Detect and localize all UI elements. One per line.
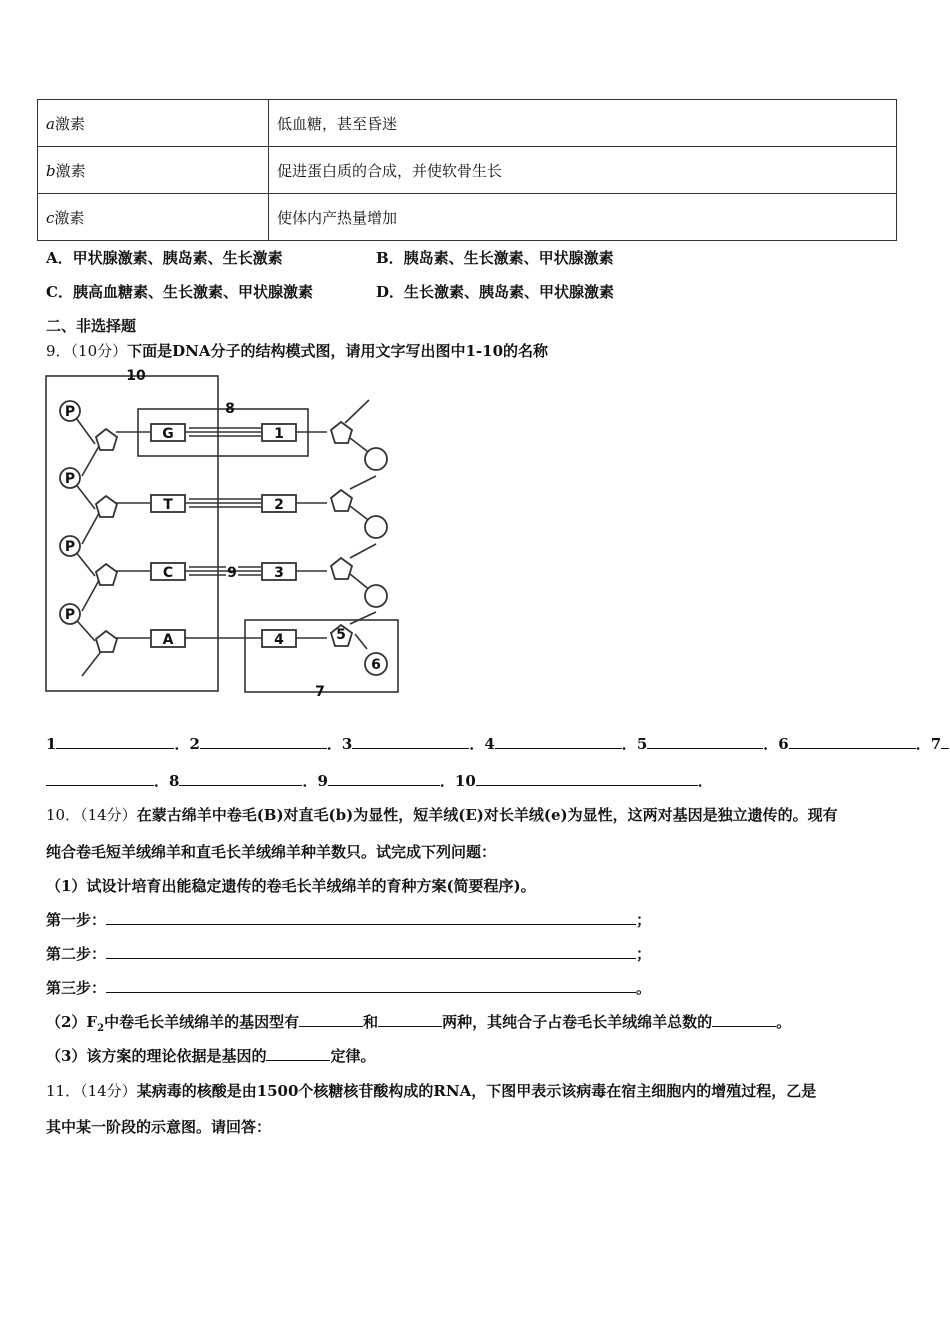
phosphate-label: P: [64, 607, 76, 623]
answer-blank[interactable]: [299, 1012, 363, 1027]
answer-blank[interactable]: [106, 910, 636, 925]
hormone-effect-cell: 低血糖，甚至昏迷: [269, 100, 897, 147]
question-11-stem-1: 11．（14分）某病毒的核酸是由1500个核糖核苷酸构成的RNA，下图甲表示该病毒在宿主细胞内的增殖过程，乙是: [46, 1082, 817, 1100]
hormone-name-cell: b激素: [38, 147, 269, 194]
answer-blank[interactable]: [106, 944, 636, 959]
base-right: 1: [274, 426, 284, 442]
answer-blank[interactable]: [106, 978, 636, 993]
answer-blank[interactable]: [941, 734, 949, 749]
base-left: T: [163, 497, 173, 513]
base-right: 4: [274, 632, 284, 648]
hormone-table: [37, 99, 897, 241]
q9-answer-line-2: ．8 ．9 ．10 ．: [46, 770, 713, 791]
answer-blank[interactable]: [328, 771, 440, 786]
question-number: 9．（10分）: [46, 342, 128, 360]
step-2-line: 第二步： ；: [46, 945, 652, 963]
answer-blank[interactable]: [789, 734, 916, 749]
dna-structure-diagram: [40, 366, 410, 700]
question-10-part-3: （3）该方案的理论依据是基因的 定律。: [46, 1047, 376, 1065]
option-c[interactable]: C．胰高血糖素、生长激素、甲状腺激素: [46, 283, 313, 301]
answer-blank[interactable]: [352, 734, 469, 749]
answer-blank[interactable]: [476, 771, 698, 786]
label-5: 5: [336, 627, 346, 643]
phosphate-label: P: [64, 404, 76, 420]
answer-blank[interactable]: [179, 771, 302, 786]
table-row: [38, 147, 897, 194]
step-3-line: 第三步： 。: [46, 979, 652, 997]
answer-blank[interactable]: [495, 734, 622, 749]
label-6: 6: [371, 657, 381, 673]
question-10-stem-2: 纯合卷毛短羊绒绵羊和直毛长羊绒绵羊种羊数只。试完成下列问题：: [46, 843, 497, 861]
base-right: 2: [274, 497, 284, 513]
question-text: 下面是DNA分子的结构模式图，请用文字写出图中1-10的名称: [127, 342, 549, 360]
base-right: 3: [274, 565, 284, 581]
answer-blank[interactable]: [266, 1046, 330, 1061]
option-d[interactable]: D．生长激素、胰岛素、甲状腺激素: [376, 283, 615, 301]
label-9: 9: [227, 565, 237, 581]
question-10-part-1: （1）试设计培育出能稳定遗传的卷毛长羊绒绵羊的育种方案(简要程序)。: [46, 877, 536, 895]
phosphate-label: P: [64, 539, 76, 555]
base-left: C: [162, 565, 174, 581]
table-row: [38, 100, 897, 147]
hormone-effect-cell: 促进蛋白质的合成，并使软骨生长: [269, 147, 897, 194]
answer-blank[interactable]: [200, 734, 327, 749]
answer-blank[interactable]: [46, 771, 154, 786]
section-title: 二、非选择题: [46, 317, 137, 335]
option-b[interactable]: B．胰岛素、生长激素、甲状腺激素: [376, 249, 614, 267]
hormone-name-cell: a激素: [38, 100, 269, 147]
answer-blank[interactable]: [56, 734, 174, 749]
answer-blank[interactable]: [378, 1012, 442, 1027]
label-7: 7: [315, 684, 325, 700]
hormone-name-cell: c激素: [38, 194, 269, 241]
label-8: 8: [225, 401, 235, 417]
q9-answer-line-1: 1 ．2 ．3 ．4 ．5 ．6 ．7: [46, 733, 949, 754]
table-row: [38, 194, 897, 241]
question-10-stem-1: 10．（14分）在蒙古绵羊中卷毛(B)对直毛(b)为显性，短羊绒(E)对长羊绒(e)为显性，这两对基因是独立遗传的。现有: [46, 806, 838, 824]
question-10-part-2: $(2)F_2$中卷毛长羊绒绵羊的基因型有 和 两种，其纯合子占卷毛长羊绒绵羊总数的 。: [46, 1013, 792, 1034]
question-11-stem-2: 其中某一阶段的示意图。请回答：: [46, 1118, 272, 1136]
phosphate-label: P: [64, 471, 76, 487]
question-9-stem: [46, 340, 548, 361]
label-10: 10: [126, 368, 146, 384]
base-left: G: [162, 426, 174, 442]
option-a[interactable]: A．甲状腺激素、胰岛素、生长激素: [46, 249, 283, 267]
base-left: A: [162, 632, 174, 648]
answer-blank[interactable]: [647, 734, 763, 749]
hormone-effect-cell: 使体内产热量增加: [269, 194, 897, 241]
step-1-line: 第一步： ；: [46, 911, 652, 929]
answer-blank[interactable]: [712, 1012, 776, 1027]
